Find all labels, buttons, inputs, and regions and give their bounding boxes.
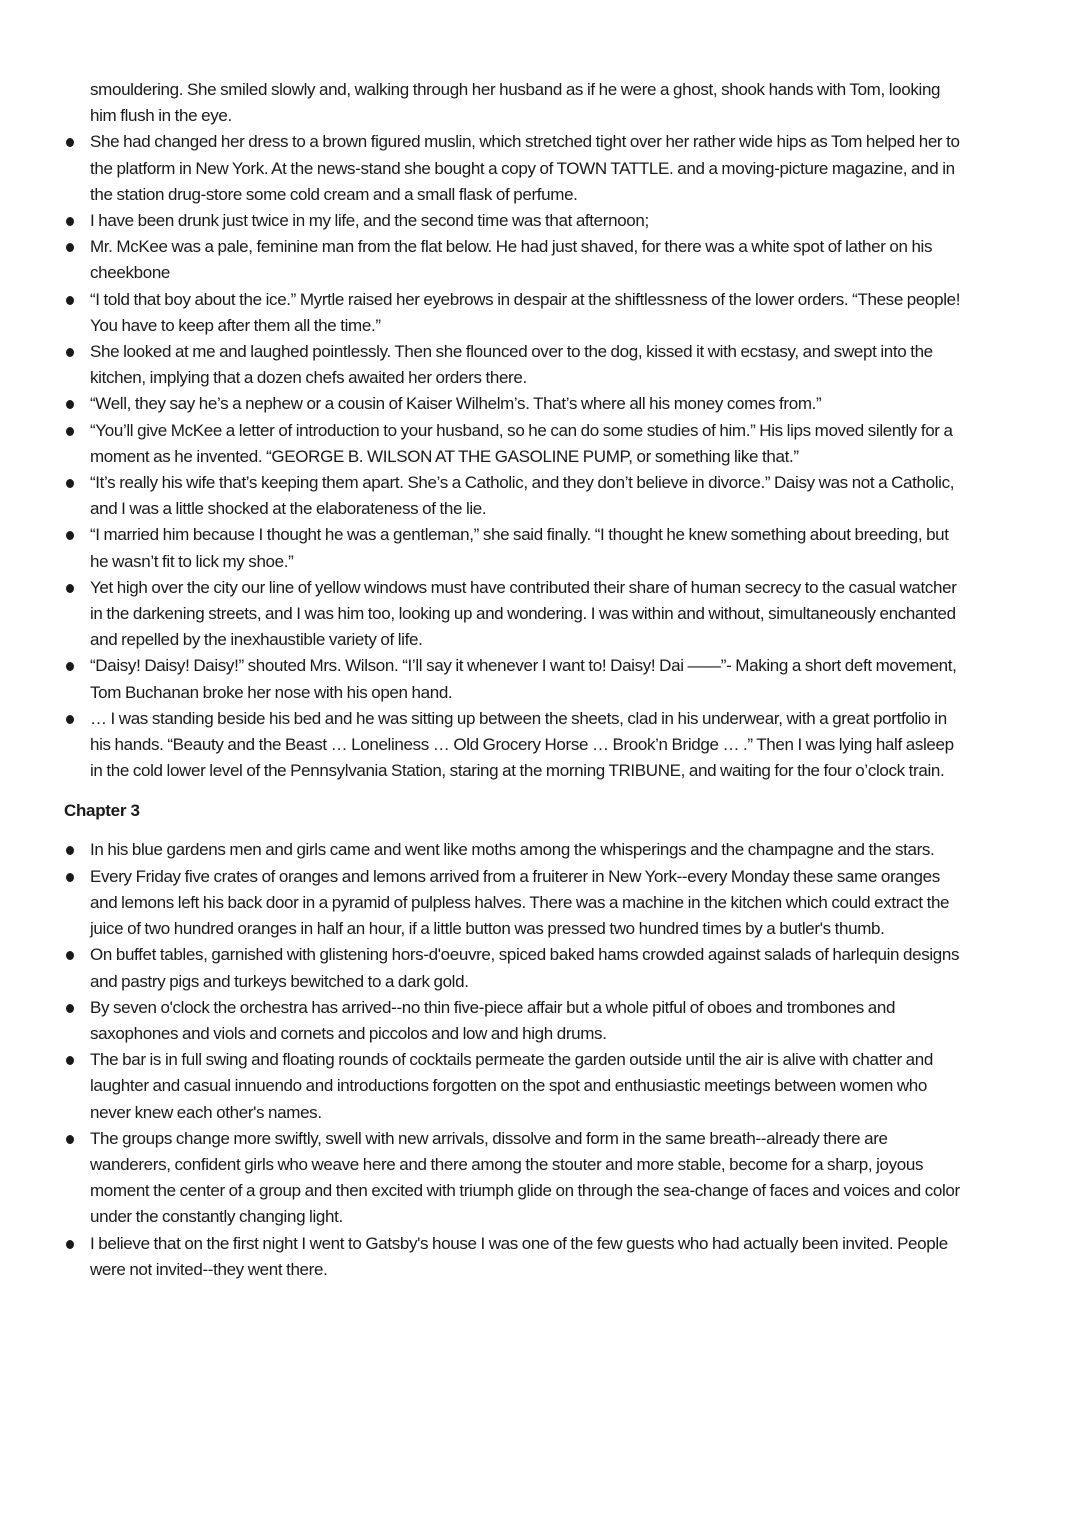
list-item xyxy=(64,1047,964,1126)
list-item xyxy=(64,339,964,391)
list-item xyxy=(64,208,964,234)
list-item xyxy=(64,391,964,417)
list-item xyxy=(64,1231,964,1283)
list-item-text: “I married him because I thought he was a gentleman,” she said finally. “I thought he knew something about breeding, but he wasn’t fit to lick my shoe.” xyxy=(90,525,949,571)
bullet-icon xyxy=(66,1004,74,1013)
list-item-text: … I was standing beside his bed and he was sitting up between the sheets, clad in his underwear, with a great portfolio in his hands. “Beauty and the Beast … Loneliness … Old Grocery Horse … Brook’n Bridge … .” Then I was lying half asleep in the cold lower level of the Pennsylvania Station, staring at the morning TRIBUNE, and waiting for the four o’clock train. xyxy=(90,708,954,781)
list-item-text: “You’ll give McKee a letter of introduction to your husband, so he can do some studies of him.” His lips moved silently for a moment as he invented. “GEORGE B. WILSON AT THE GASOLINE PUMP, or something like that.” xyxy=(90,420,953,466)
list-item-text: Every Friday five crates of oranges and lemons arrived from a fruiterer in New York--every Monday these same oranges and lemons left his back door in a pyramid of pulpless halves. There was a machine in the kitchen which could extract the juice of two hundred oranges in half an hour, if a little button was pressed two hundred times by a butler's thumb. xyxy=(90,866,950,939)
bullet-icon xyxy=(66,348,74,357)
list-item xyxy=(64,470,964,522)
bullet-icon xyxy=(66,479,74,488)
bullet-icon xyxy=(66,1135,74,1144)
document-body xyxy=(64,77,964,1283)
list-item-text: I have been drunk just twice in my life, and the second time was that afternoon; xyxy=(90,211,649,231)
list-item-text: By seven o'clock the orchestra has arrived--no thin five-piece affair but a whole pitful of oboes and trombones and saxophones and viols and cornets and piccolos and low and high drums. xyxy=(90,997,896,1043)
list-item xyxy=(64,995,964,1047)
list-item-text: I believe that on the first night I went to Gatsby's house I was one of the few guests who had actually been invited. People were not invited--they went there. xyxy=(90,1233,948,1279)
list-item-text: The bar is in full swing and floating rounds of cocktails permeate the garden outside until the air is alive with chatter and laughter and casual innuendo and introductions forgotten on the spot and enthusiastic meetings between women who never knew each other's names. xyxy=(90,1050,933,1122)
bullet-icon xyxy=(66,243,74,252)
list-item xyxy=(64,129,964,208)
chapter-2-bullet-list xyxy=(64,129,964,784)
bullet-icon xyxy=(66,138,74,147)
chapter-3-heading: Chapter 3 xyxy=(64,801,140,821)
bullet-icon xyxy=(66,715,74,724)
list-item-text: Yet high over the city our line of yellow windows must have contributed their share of human secrecy to the casual watcher in the darkening streets, and I was him too, looking up and wondering. I was within and without, simultaneously enchanted and repelled by the inexhaustible variety of life. xyxy=(90,577,957,650)
chapter-3-bullet-list xyxy=(64,837,964,1282)
bullet-icon xyxy=(66,296,74,305)
list-item xyxy=(64,287,964,339)
list-item-text: She had changed her dress to a brown figured muslin, which stretched tight over her rather wide hips as Tom helped her to the platform in New York. At the news-stand she bought a copy of TOWN TATTLE. and a moving-picture magazine, and in the station drug-store some cold cream and a small flask of perfume. xyxy=(90,132,960,204)
list-item xyxy=(64,864,964,943)
bullet-icon xyxy=(66,531,74,540)
list-item xyxy=(64,575,964,654)
bullet-icon xyxy=(66,400,74,409)
list-item-text: The groups change more swiftly, swell with new arrivals, dissolve and form in the same breath--already there are wanderers, confident girls who weave here and there among the stouter and more stable, become for a sharp, joyous moment the center of a group and then excited with triumph glide on through the sea-change of faces and voices and color under the constantly changing light. xyxy=(90,1128,960,1227)
list-item-text: “It’s really his wife that’s keeping them apart. She’s a Catholic, and they don’t believe in divorce.” Daisy was not a Catholic, and I was a little shocked at the elaborateness of the lie. xyxy=(90,473,955,519)
continuation-paragraph: smouldering. She smiled slowly and, walking through her husband as if he were a ghost, shook hands with Tom, looking him flush in the eye. xyxy=(90,80,941,126)
list-item-text: In his blue gardens men and girls came and went like moths among the whisperings and the champagne and the stars. xyxy=(90,840,935,860)
list-item xyxy=(64,942,964,994)
bullet-icon xyxy=(66,427,74,436)
bullet-icon xyxy=(66,1056,74,1065)
bullet-icon xyxy=(66,217,74,226)
bullet-icon xyxy=(66,662,74,671)
bullet-icon xyxy=(66,846,74,855)
list-item xyxy=(64,653,964,705)
bullet-icon xyxy=(66,873,74,882)
list-item xyxy=(64,837,964,863)
list-item xyxy=(64,1126,964,1231)
bullet-icon xyxy=(66,951,74,960)
list-item xyxy=(64,234,964,286)
list-item xyxy=(64,418,964,470)
list-item-text: Mr. McKee was a pale, feminine man from the flat below. He had just shaved, for there was a white spot of lather on his cheekbone xyxy=(90,237,933,283)
list-item-text: She looked at me and laughed pointlessly. Then she flounced over to the dog, kissed it with ecstasy, and swept into the kitchen, implying that a dozen chefs awaited her orders there. xyxy=(90,342,933,388)
list-item-text: “Daisy! Daisy! Daisy!” shouted Mrs. Wilson. “I’ll say it whenever I want to! Daisy! Dai ——”- Making a short deft movement, Tom Buchanan broke her nose with his open hand. xyxy=(90,656,957,702)
bullet-icon xyxy=(66,1240,74,1249)
list-item xyxy=(64,522,964,574)
list-item-text: On buffet tables, garnished with glistening hors-d'oeuvre, spiced baked hams crowded against salads of harlequin designs and pastry pigs and turkeys bewitched to a dark gold. xyxy=(90,945,960,991)
list-item-text: “Well, they say he’s a nephew or a cousin of Kaiser Wilhelm’s. That’s where all his money comes from.” xyxy=(90,394,822,414)
list-item-text: “I told that boy about the ice.” Myrtle raised her eyebrows in despair at the shiftlessness of the lower orders. “These people! You have to keep after them all the time.” xyxy=(90,289,961,335)
list-item xyxy=(64,706,964,785)
bullet-icon xyxy=(66,584,74,593)
